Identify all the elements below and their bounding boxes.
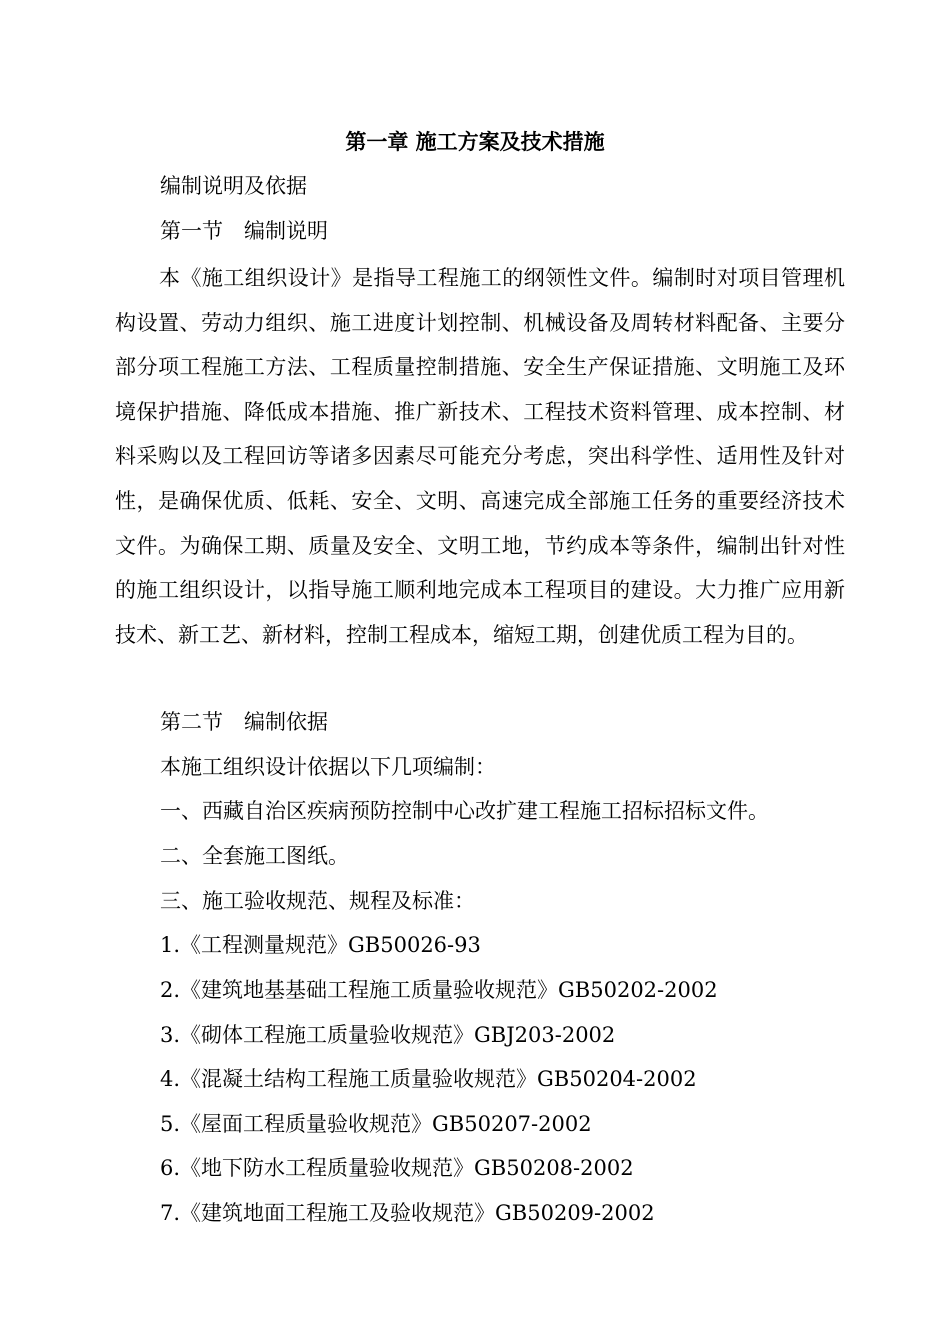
standard-item: 5.《屋面工程质量验收规范》GB50207-2002 [160,1112,592,1136]
standard-item: 3.《砌体工程施工质量验收规范》GBJ203-2002 [160,1023,616,1047]
section1-title: 第一节 编制说明 [160,219,328,243]
standard-item: 2.《建筑地基基础工程施工质量验收规范》GB50202-2002 [160,978,718,1002]
basis-item: 三、施工验收规范、规程及标准： [160,889,475,913]
standard-item: 7.《建筑地面工程施工及验收规范》GB50209-2002 [160,1201,655,1225]
basis-item: 一、西藏自治区疾病预防控制中心改扩建工程施工招标招标文件。 [160,799,769,823]
section2-intro: 本施工组织设计依据以下几项编制： [160,755,496,779]
standard-item: 6.《地下防水工程质量验收规范》GB50208-2002 [160,1156,634,1180]
section1-paragraph: 本《施工组织设计》是指导工程施工的纲领性文件。编制时对项目管理机构设置、劳动力组织、施工进度计划控制、机械设备及周转材料配备、主要分部分项工程施工方法、工程质量控制措施、安全生产保证措施、文明施工及环境保护措施、降低成本措施、推广新技术、工程技术资料管理、成本控制、材料采购以及工程回访等诸多因素尽可能充分考虑，突出科学性、适用性及针对性，是确保优质、低耗、安全、文明、高速完成全部施工任务的重要经济技术文件。为确保工期、质量及安全、文明工地，节约成本等条件，编制出针对性的施工组织设计，以指导施工顺利地完成本工程项目的建设。大力推广应用新技术、新工艺、新材料，控制工程成本，缩短工期，创建优质工程为目的。 [115,266,845,647]
section-heading: 编制说明及依据 [160,174,307,198]
standard-item: 1.《工程测量规范》GB50026-93 [160,933,481,957]
standard-item: 4.《混凝土结构工程施工质量验收规范》GB50204-2002 [160,1067,697,1091]
chapter-title: 第一章 施工方案及技术措施 [345,129,605,154]
basis-item: 二、全套施工图纸。 [160,844,349,868]
section2-title: 第二节 编制依据 [160,710,328,734]
